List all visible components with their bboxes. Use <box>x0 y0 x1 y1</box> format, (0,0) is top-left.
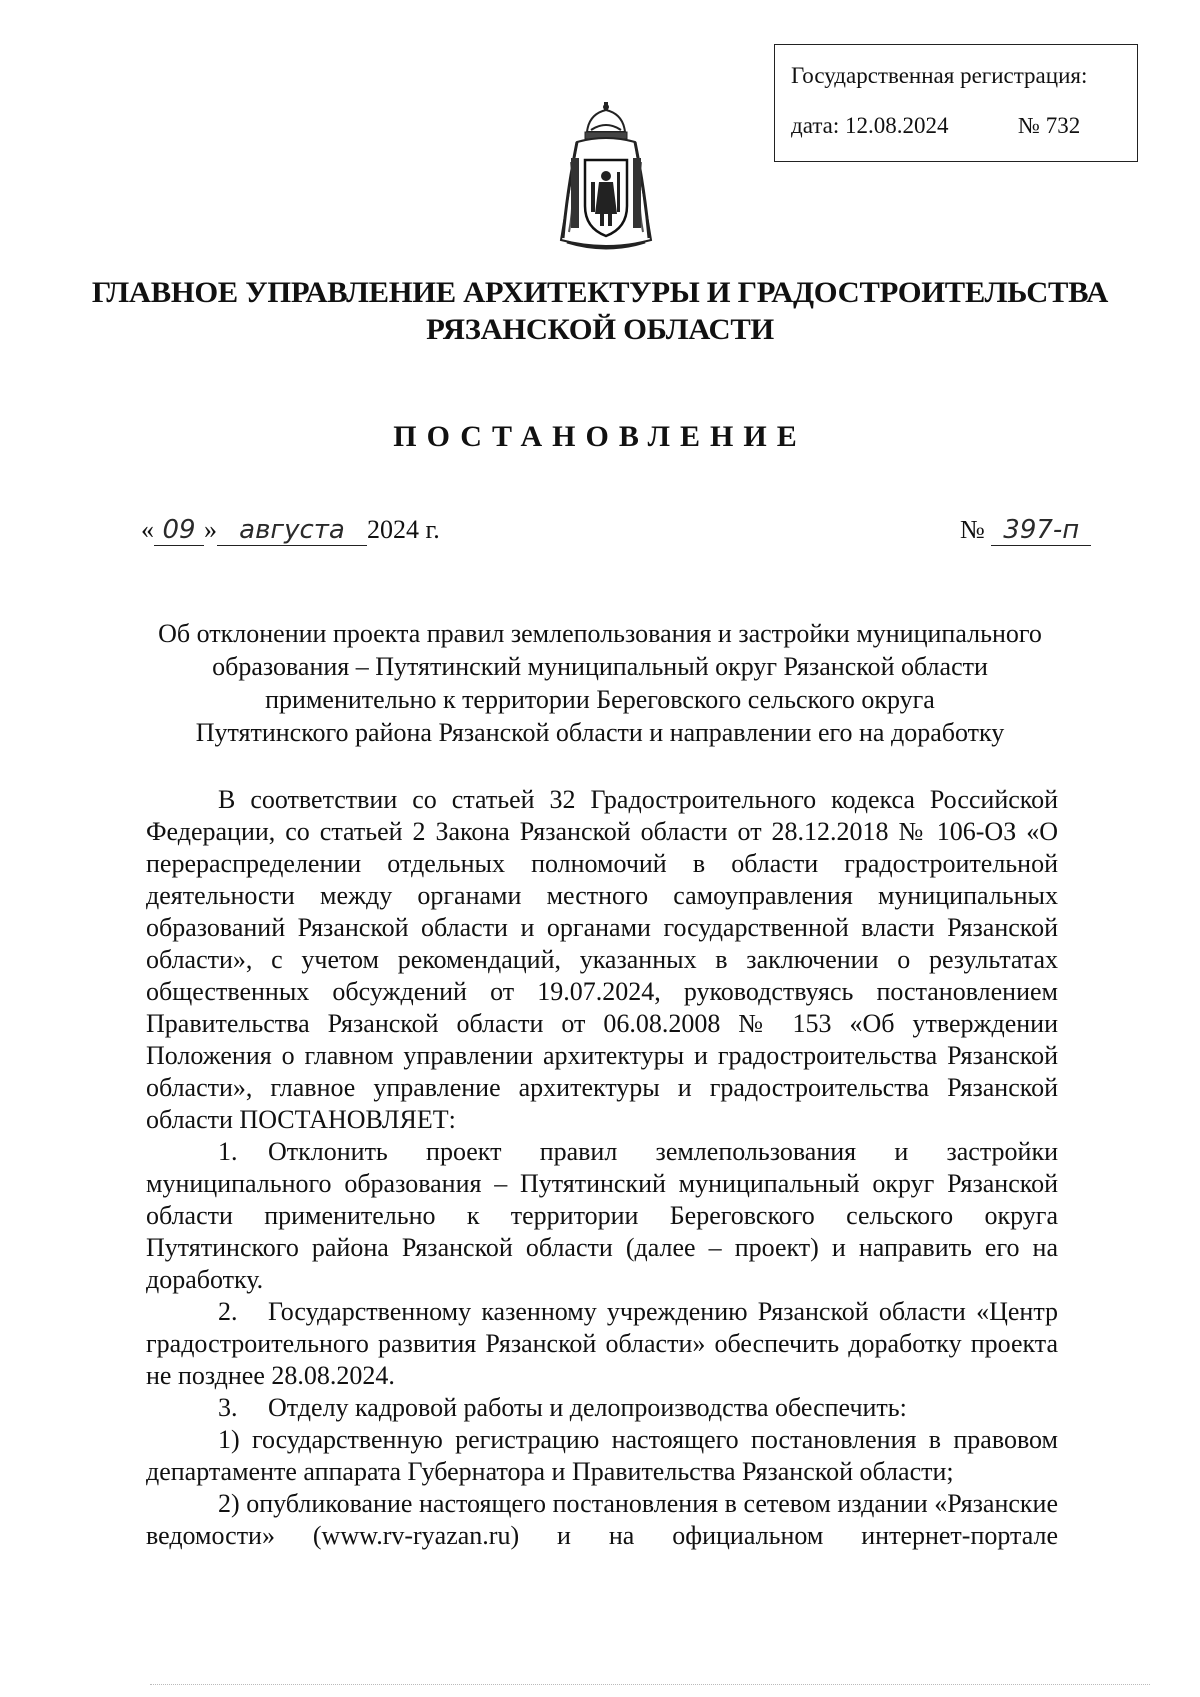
date-open-quote: « <box>141 515 154 544</box>
date-month-handwritten: августа <box>217 515 367 546</box>
numbered-item <box>146 1136 1058 1296</box>
subject-line: Путятинского района Рязанской области и направлении его на доработку <box>195 718 1005 747</box>
item-number: 1. <box>218 1137 238 1166</box>
item-number: 2. <box>218 1297 238 1326</box>
sub-item: 2) опубликование настоящего постановления в сетевом издании «Рязанские ведомости» (www.rv-ryazan.ru) и на официальном интернет-портале <box>146 1489 1058 1550</box>
date-close-quote: » <box>204 515 217 544</box>
numbered-item <box>146 1296 1058 1392</box>
registration-stamp <box>774 44 1138 162</box>
document-body <box>146 784 1058 1552</box>
registration-title: Государственная регистрация: <box>791 63 1088 88</box>
subject-line: образования – Путятинский муниципальный округ Рязанской области <box>212 652 988 681</box>
item-number: 3. <box>218 1393 238 1422</box>
item-text: Отклонить проект правил землепользования и застройки муниципального образования – Путятинский муниципальный округ Рязанской области применительно к территории Береговского сельского округа Путятинского района Рязанской области (далее – проект) и направить его на доработку. <box>146 1137 1058 1294</box>
registration-number: № 732 <box>1018 113 1081 138</box>
page-bottom-edge <box>150 1684 1150 1685</box>
item-text: Государственному казенному учреждению Рязанской области «Центр градостроительного развития Рязанской области» обеспечить доработку проекта не позднее 28.08.2024. <box>146 1297 1058 1390</box>
document-date <box>141 515 440 546</box>
date-year: 2024 г. <box>367 515 440 544</box>
document-number <box>960 515 1091 546</box>
number-prefix: № <box>960 515 985 544</box>
subject-line: Об отклонении проекта правил землепользования и застройки муниципального <box>158 619 1042 648</box>
organization-title-line1: ГЛАВНОЕ УПРАВЛЕНИЕ АРХИТЕКТУРЫ И ГРАДОСТРОИТЕЛЬСТВА <box>91 276 1109 309</box>
number-handwritten: 397-п <box>991 515 1091 546</box>
registration-date: дата: 12.08.2024 <box>791 113 949 138</box>
organization-title-line2: РЯЗАНСКОЙ ОБЛАСТИ <box>426 313 774 346</box>
preamble-paragraph: В соответствии со статьей 32 Градостроительного кодекса Российской Федерации, со статьей 2 Закона Рязанской области от 28.12.2018 № 106-ОЗ «О перераспределении отдельных полномочий в области градостроительной деятельности между органами местного самоуправления муниципальных образований Рязанской области и органами государственной власти Рязанской области», с учетом рекомендаций, указанных в заключении о результатах общественных обсуждений от 19.07.2024, руководствуясь постановлением Правительства Рязанской области от 06.08.2008 № 153 «Об утверждении Положения о главном управлении архитектуры и градостроительства Рязанской области», главное управление архитектуры и градостроительства Рязанской области ПОСТАНОВЛЯЕТ: <box>146 785 1058 1134</box>
sub-item: 1) государственную регистрацию настоящего постановления в правовом департаменте аппарата Губернатора и Правительства Рязанской области; <box>146 1425 1058 1486</box>
date-day-handwritten: 09 <box>154 515 204 546</box>
document-subject <box>140 617 1060 749</box>
subject-line: применительно к территории Береговского сельского округа <box>265 685 935 714</box>
document-type: ПОСТАНОВЛЕНИЕ <box>393 420 807 453</box>
coat-of-arms-icon <box>557 102 655 254</box>
numbered-item <box>146 1392 1058 1424</box>
item-text: Отделу кадровой работы и делопроизводства обеспечить: <box>268 1393 907 1422</box>
